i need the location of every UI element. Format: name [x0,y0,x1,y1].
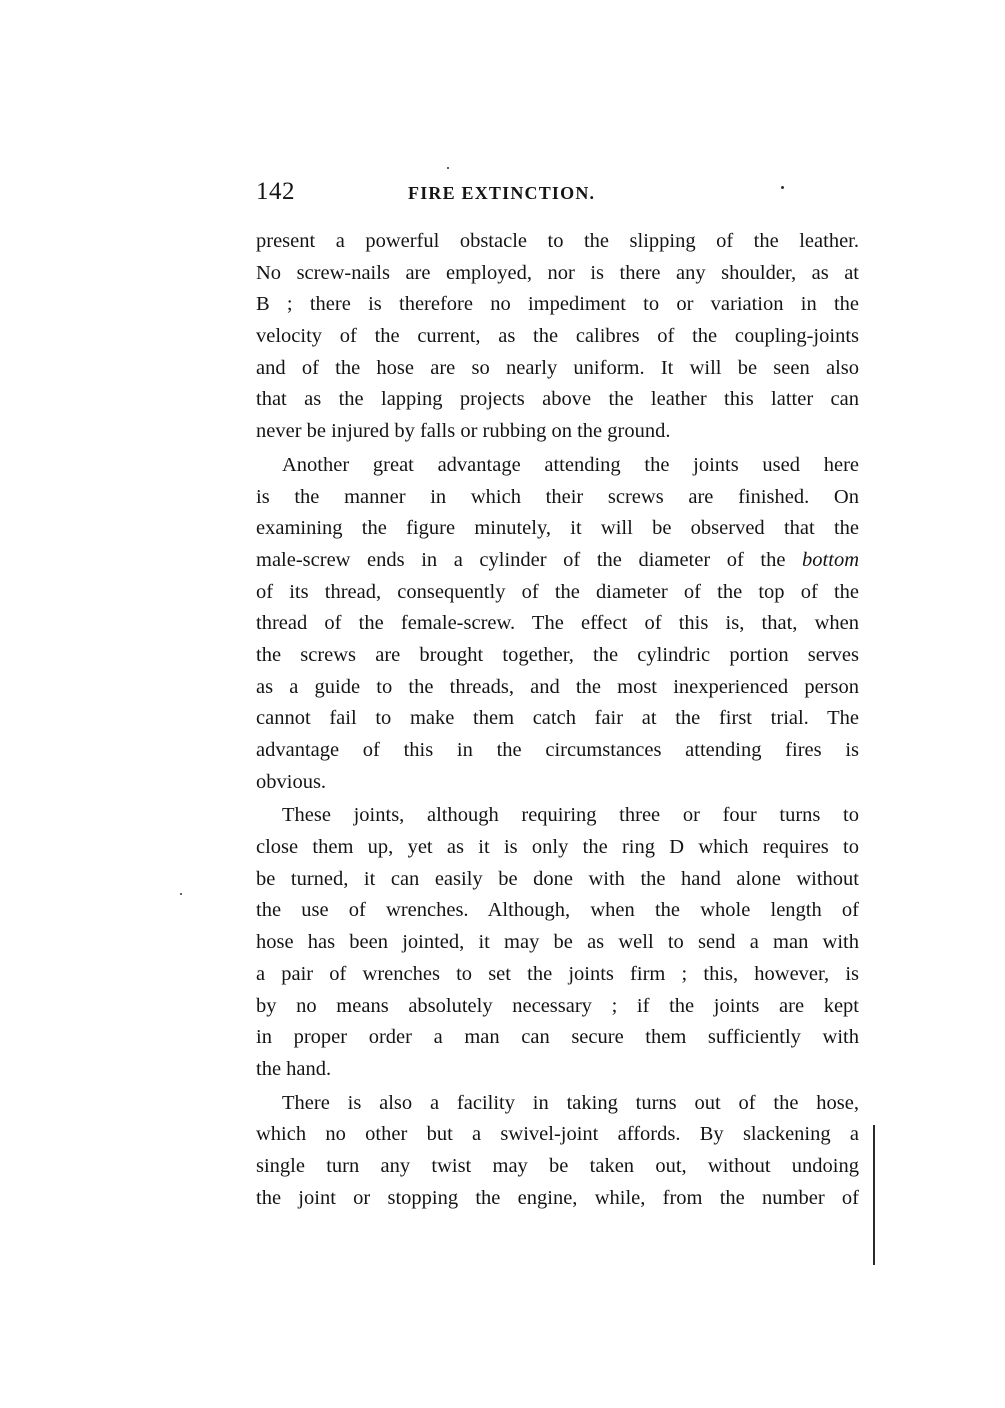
text-line: velocity of the current, as the calibres of the coupling-joints [256,325,859,348]
print-speck [447,167,449,169]
text-line: be turned, it can easily be done with the hand alone without [256,867,859,890]
text-line: is the manner in which their screws are finished. On [256,485,859,508]
text-line: by no means absolutely necessary ; if the joints are kept [256,994,859,1017]
text-line: the joint or stopping the engine, while, from the number of [256,1186,859,1209]
text-line: in proper order a man can secure them sufficiently with [256,1026,859,1049]
text-line: close them up, yet as it is only the ring D which requires to [256,836,859,859]
text-line: the hand. [256,1057,332,1080]
text-line: These joints, although requiring three or four turns to [282,804,859,827]
running-head: FIRE EXTINCTION. [408,183,596,203]
text-line: cannot fail to make them catch fair at the first trial. The [256,707,859,730]
text-line: as a guide to the threads, and the most inexperienced person [256,675,859,698]
text-line: advantage of this in the circumstances attending fires is [256,739,859,761]
text-line: which no other but a swivel-joint affords. By slackening a [256,1123,859,1146]
paragraph [256,226,859,448]
paragraph [256,800,859,1085]
text-line: present a powerful obstacle to the slipping of the leather. [256,230,859,252]
paragraph [256,1088,859,1215]
paragraph [256,450,859,799]
text-line: hose has been jointed, it may be as well to send a man with [256,931,859,954]
text-line-with-emphasis [256,545,859,577]
scan-edge-mark [873,1125,875,1265]
print-speck [781,186,784,189]
text-line: B ; there is therefore no impediment to or variation in the [256,293,859,316]
text-line: single turn any twist may be taken out, without undoing [256,1154,859,1177]
text-segment: male-screw ends in a cylinder of the diameter of the [256,548,803,571]
page-number: 142 [256,178,295,205]
text-line: of its thread, consequently of the diameter of the top of the [256,580,859,603]
text-line: Another great advantage attending the joints used here [282,453,859,476]
text-line: obvious. [256,770,327,793]
text-line: that as the lapping projects above the leather this latter can [256,388,859,411]
text-line: There is also a facility in taking turns out of the hose, [282,1091,859,1114]
text-line: thread of the female-screw. The effect of this is, that, when [256,612,859,635]
print-speck [180,893,182,895]
text-line: never be injured by falls or rubbing on the ground. [256,420,671,443]
text-line: No screw-nails are employed, nor is there any shoulder, as at [256,261,859,284]
page-header [256,178,856,212]
text-line: a pair of wrenches to set the joints firm ; this, however, is [256,962,859,985]
text-line: and of the hose are so nearly uniform. It will be seen also [256,356,859,379]
emphasis-word: bottom [802,548,859,571]
text-line: the screws are brought together, the cylindric portion serves [256,643,859,666]
text-line: the use of wrenches. Although, when the whole length of [256,899,859,922]
text-line: examining the figure minutely, it will be observed that the [256,517,859,540]
body-text [256,226,859,1214]
